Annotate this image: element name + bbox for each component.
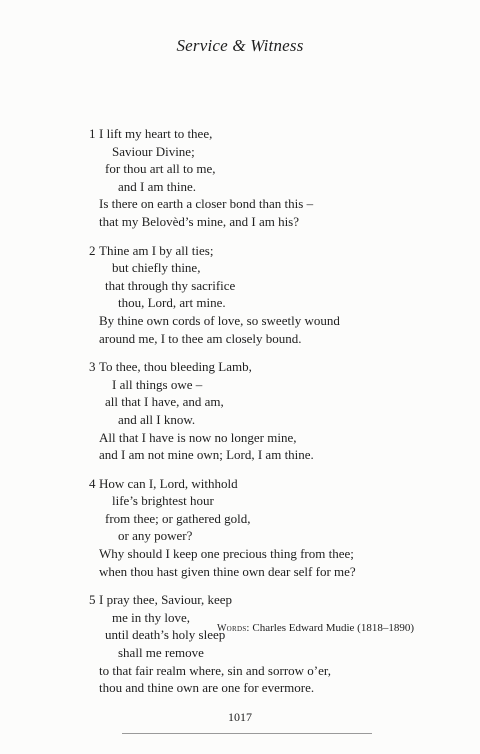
verse-line: life’s brightest hour <box>112 493 214 509</box>
verse-line: All that I have is now no longer mine, <box>99 429 297 445</box>
verse-line: I all things owe – <box>112 376 203 392</box>
page-title: Service & Witness <box>176 36 304 55</box>
verse-line: for thou art all to me, <box>105 161 216 177</box>
verse-line: Thine am I by all ties; <box>99 242 214 258</box>
verse-line: that through thy sacrifice <box>105 277 236 293</box>
verse-number: 1 <box>89 126 96 141</box>
verse-line: all that I have, and am, <box>105 394 224 410</box>
verse-line: and I am thine. <box>118 178 196 194</box>
verse-line: or any power? <box>118 528 193 544</box>
verse-line: I pray thee, Saviour, keep <box>99 592 233 608</box>
verse-line: to that fair realm where, sin and sorrow o’er, <box>99 662 331 678</box>
verse-line: and I am not mine own; Lord, I am thine. <box>99 447 314 463</box>
verse-line: until death’s holy sleep <box>105 627 226 643</box>
verse-line: and all I know. <box>118 411 196 427</box>
verse-number: 3 <box>89 359 96 375</box>
verse-line: thou, Lord, art mine. <box>118 295 226 311</box>
verse-line: To thee, thou bleeding Lamb, <box>99 359 252 375</box>
page-number: 1017 <box>228 710 252 724</box>
verse-2 <box>89 242 449 348</box>
verse-line: but chiefly thine, <box>112 260 201 276</box>
verse-3 <box>89 358 449 464</box>
verse-line: By thine own cords of love, so sweetly wound <box>99 312 340 328</box>
verse-line: that my Belovèd’s mine, and I am his? <box>99 213 300 229</box>
credit-author: Charles Edward Mudie (1818–1890) <box>252 622 414 634</box>
verse-line: when thou hast given thine own dear self for me? <box>99 563 356 579</box>
verse-line: I lift my heart to thee, <box>99 126 213 141</box>
credit-label: Words: <box>216 623 250 634</box>
verse-5 <box>89 591 449 697</box>
verse-4 <box>89 475 449 581</box>
verse-line: Why should I keep one precious thing from thee; <box>99 546 354 562</box>
verse-1 <box>89 125 449 231</box>
verse-line: shall me remove <box>118 645 204 661</box>
verse-line: me in thy love, <box>112 609 190 625</box>
verse-line: Is there on earth a closer bond than this – <box>99 196 314 212</box>
words-credit <box>217 622 414 634</box>
verse-line: around me, I to thee am closely bound. <box>99 330 302 346</box>
verse-line: How can I, Lord, withhold <box>99 475 238 491</box>
verse-number: 5 <box>89 592 96 608</box>
hymn-text <box>89 125 449 708</box>
verse-number: 4 <box>89 475 96 491</box>
verse-number: 2 <box>89 242 96 258</box>
verse-line: from thee; or gathered gold, <box>105 510 251 526</box>
verse-line: Saviour Divine; <box>112 143 195 159</box>
verse-line: thou and thine own are one for evermore. <box>99 680 315 696</box>
footer-divider <box>122 733 372 734</box>
